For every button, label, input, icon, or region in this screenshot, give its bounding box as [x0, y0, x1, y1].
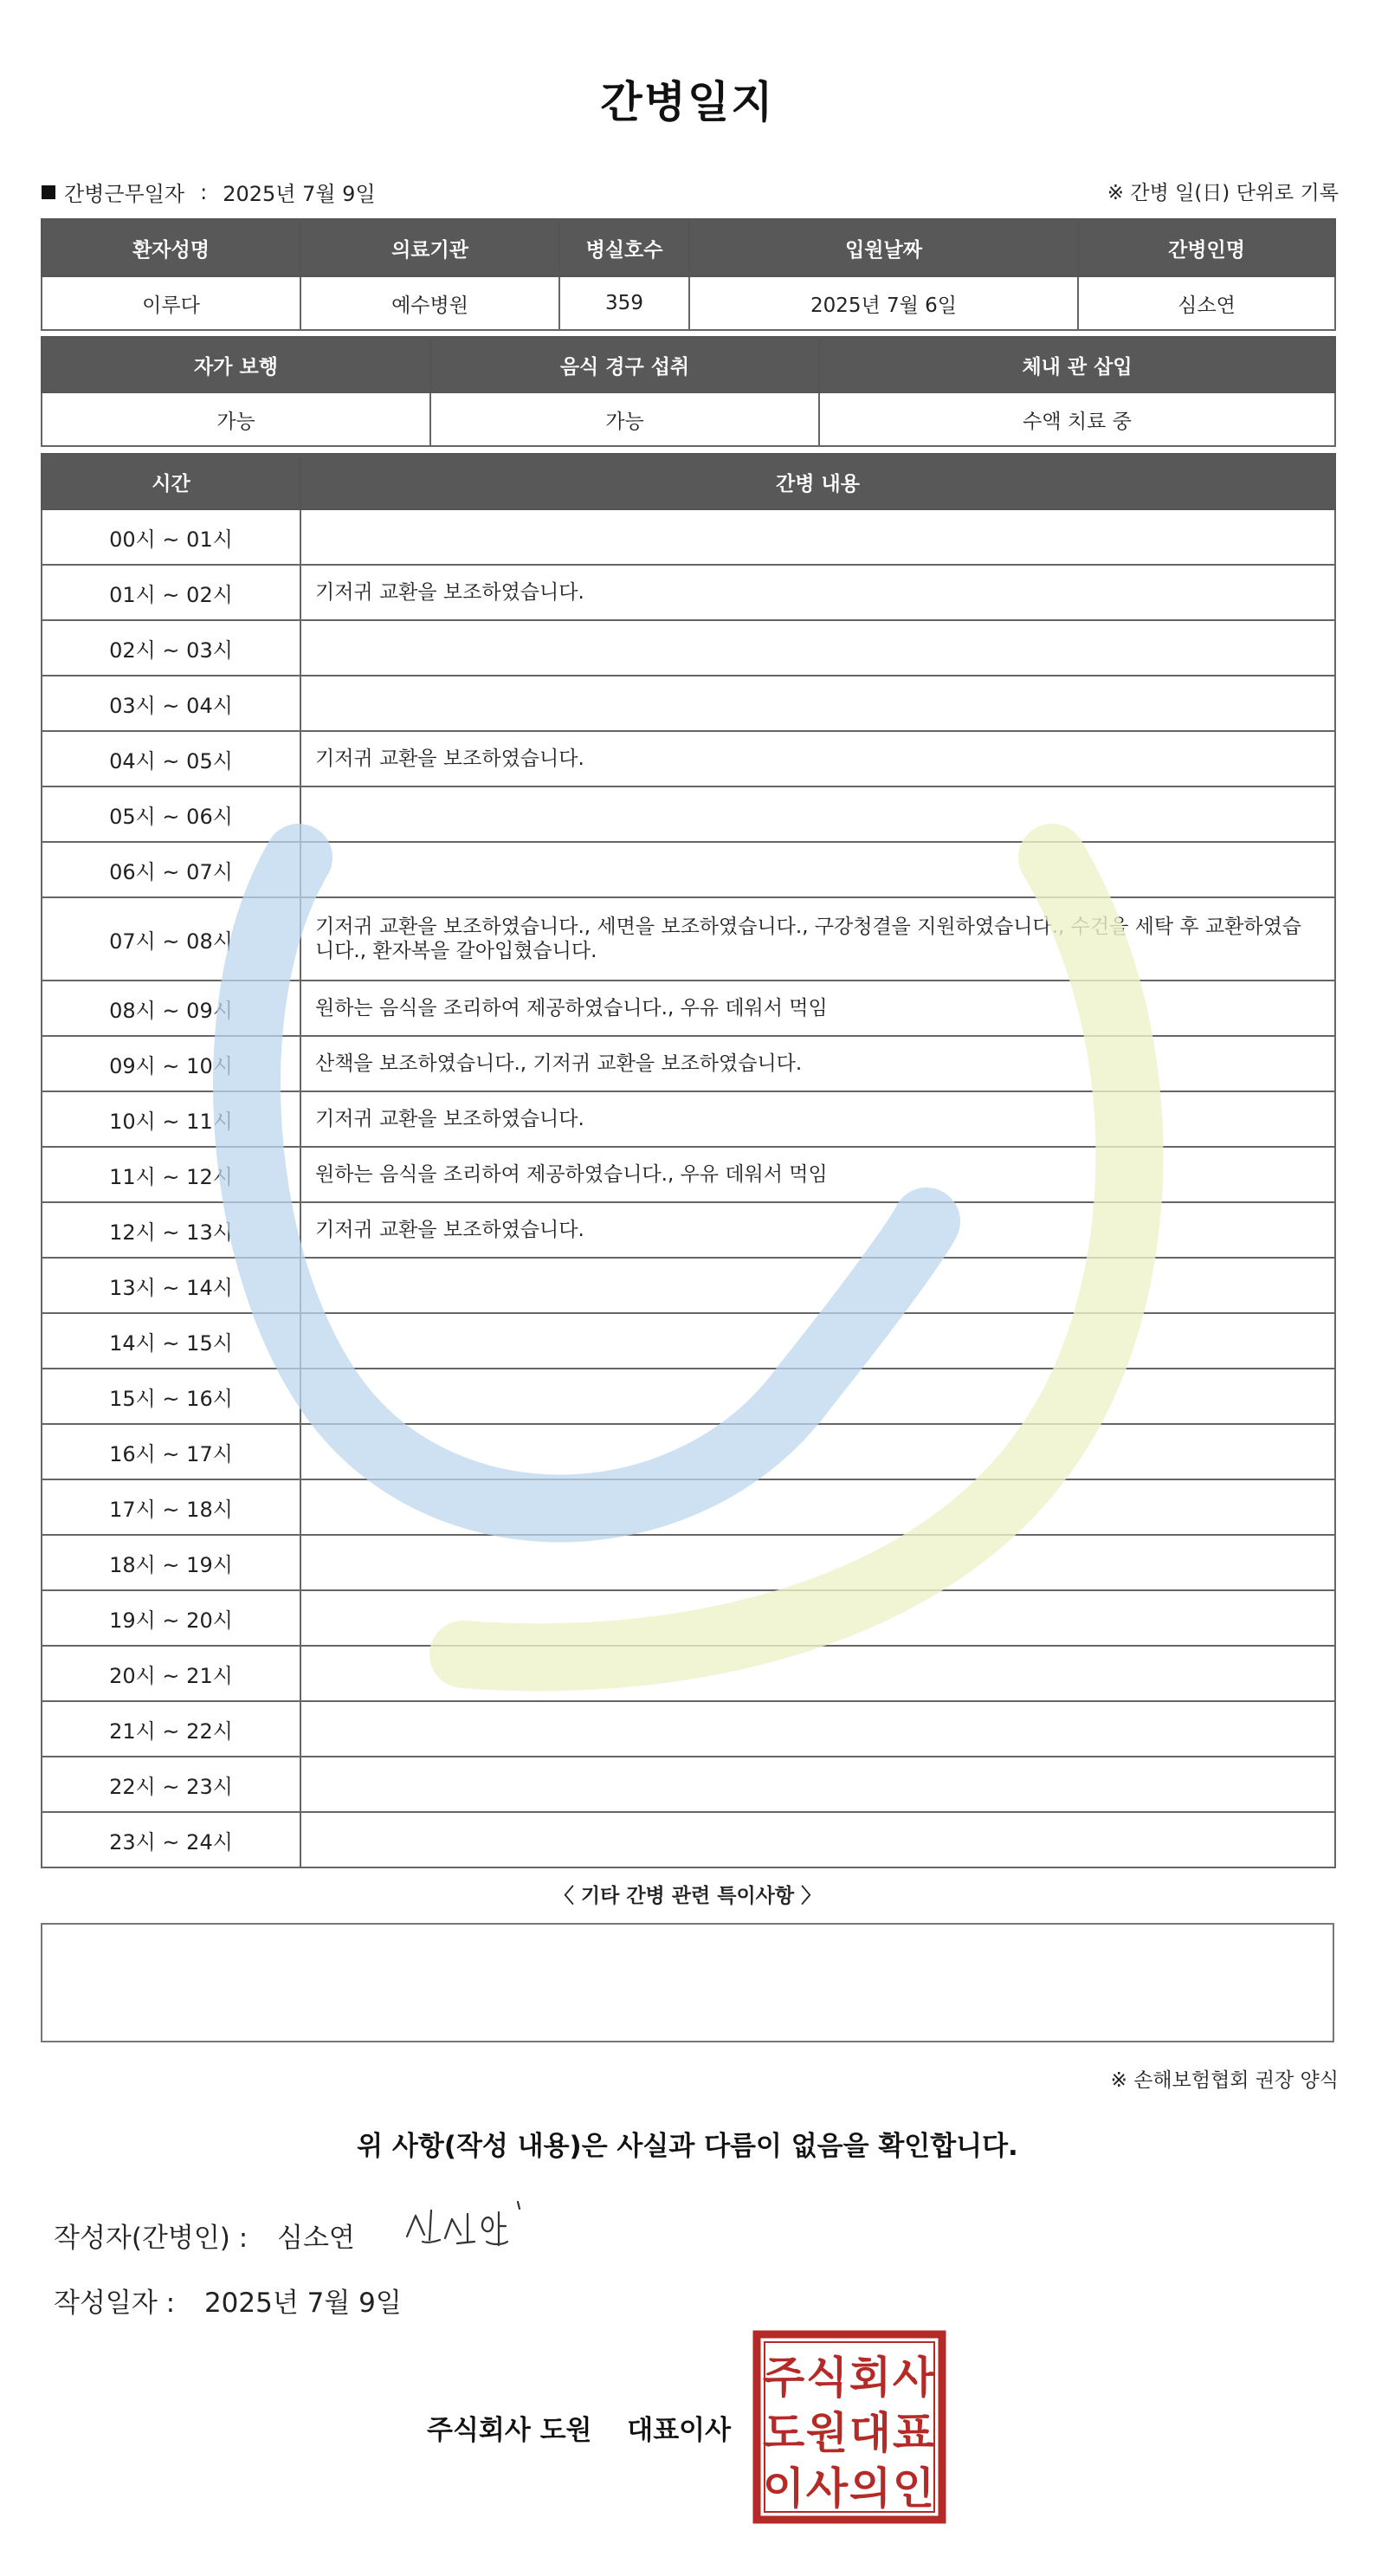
work-date-separator: : [200, 179, 208, 204]
log-time: 07시 ~ 08시 [42, 897, 300, 981]
table-row [42, 1812, 1335, 1867]
room-number: 359 [559, 276, 689, 330]
log-time: 00시 ~ 01시 [42, 509, 300, 565]
table-row [42, 1091, 1335, 1147]
stamp-character: 원 [805, 2408, 849, 2458]
patient-status-value-row [42, 392, 1335, 446]
log-time: 22시 ~ 23시 [42, 1757, 300, 1812]
unit-note: ※ 간병 일(日) 단위로 기록 [1107, 182, 1339, 204]
table-row [42, 1313, 1335, 1369]
log-content [300, 1313, 1335, 1369]
log-content [300, 1258, 1335, 1313]
log-content: 기저귀 교환을 보조하였습니다., 세면을 보조하였습니다., 구강청결을 지원하였습니다., 수건을 세탁 후 교환하였습니다., 환자복을 갈아입혔습니다. [300, 897, 1335, 981]
table-row [42, 1424, 1335, 1479]
log-time: 16시 ~ 17시 [42, 1424, 300, 1479]
log-time: 15시 ~ 16시 [42, 1369, 300, 1424]
header-oral-intake: 음식 경구 섭취 [430, 337, 819, 392]
log-time: 12시 ~ 13시 [42, 1202, 300, 1258]
handwritten-signature [398, 2191, 545, 2261]
log-header-row [42, 454, 1335, 509]
table-row [42, 842, 1335, 897]
table-row [42, 1590, 1335, 1646]
patient-name: 이루다 [42, 276, 300, 330]
log-time: 20시 ~ 21시 [42, 1646, 300, 1701]
form-source-note: ※ 손해보험협회 권장 양식 [1110, 2069, 1339, 2092]
self-walking: 가능 [42, 392, 430, 446]
table-row [42, 1535, 1335, 1590]
table-row [42, 1258, 1335, 1313]
stamp-character: 식 [805, 2353, 849, 2403]
header-self-walking: 자가 보행 [42, 337, 430, 392]
log-time: 08시 ~ 09시 [42, 981, 300, 1036]
log-content: 기저귀 교환을 보조하였습니다. [300, 1202, 1335, 1258]
log-content [300, 1479, 1335, 1535]
company-seal-stamp [752, 2330, 946, 2524]
header-room-number: 병실호수 [559, 219, 689, 276]
log-time: 04시 ~ 05시 [42, 731, 300, 786]
log-time: 11시 ~ 12시 [42, 1147, 300, 1202]
work-date-value: 2025년 7월 9일 [223, 182, 376, 206]
hospital: 예수병원 [300, 276, 559, 330]
special-notes-title: 〈 기타 간병 관련 특이사항 〉 [553, 1885, 822, 1907]
company-line [427, 2408, 731, 2447]
table-row [42, 1202, 1335, 1258]
log-time: 05시 ~ 06시 [42, 786, 300, 842]
tube-insertion: 수액 치료 중 [819, 392, 1335, 446]
stamp-character: 도 [762, 2408, 805, 2458]
stamp-character: 사 [892, 2353, 935, 2403]
log-time: 21시 ~ 22시 [42, 1701, 300, 1757]
patient-info-table [41, 218, 1336, 331]
table-row [42, 786, 1335, 842]
oral-intake: 가능 [430, 392, 819, 446]
table-row [42, 509, 1335, 565]
table-row [42, 1646, 1335, 1701]
table-row [42, 1147, 1335, 1202]
log-content [300, 676, 1335, 731]
log-time: 17시 ~ 18시 [42, 1479, 300, 1535]
patient-info-header-row [42, 219, 1335, 276]
header-patient-name: 환자성명 [42, 219, 300, 276]
log-time: 03시 ~ 04시 [42, 676, 300, 731]
writer-line [54, 2216, 355, 2255]
log-time: 06시 ~ 07시 [42, 842, 300, 897]
log-time: 18시 ~ 19시 [42, 1535, 300, 1590]
confirmation-statement: 위 사항(작성 내용)은 사실과 다름이 없음을 확인합니다. [357, 2131, 1018, 2162]
log-content: 산책을 보조하였습니다., 기저귀 교환을 보조하였습니다. [300, 1036, 1335, 1091]
table-row [42, 620, 1335, 676]
log-content: 기저귀 교환을 보조하였습니다. [300, 565, 1335, 620]
log-content: 기저귀 교환을 보조하였습니다. [300, 1091, 1335, 1147]
page-title: 간병일지 [600, 77, 775, 127]
write-date-value: 2025년 7월 9일 [203, 2288, 402, 2319]
log-time: 13시 ~ 14시 [42, 1258, 300, 1313]
company-role: 대표이사 [627, 2415, 732, 2446]
header-time: 시간 [42, 454, 300, 509]
table-row [42, 1369, 1335, 1424]
stamp-character: 표 [892, 2408, 935, 2458]
patient-info-value-row [42, 276, 1335, 330]
log-content [300, 1812, 1335, 1867]
table-row [42, 1479, 1335, 1535]
table-row [42, 676, 1335, 731]
header-tube-insertion: 체내 관 삽입 [819, 337, 1335, 392]
log-content: 원하는 음식을 조리하여 제공하였습니다., 우유 데워서 먹임 [300, 1147, 1335, 1202]
header-caregiver-name: 간병인명 [1078, 219, 1335, 276]
table-row [42, 1757, 1335, 1812]
log-content [300, 842, 1335, 897]
log-time: 09시 ~ 10시 [42, 1036, 300, 1091]
log-content [300, 1535, 1335, 1590]
log-body [42, 509, 1335, 1867]
company-name: 주식회사 도원 [427, 2415, 592, 2446]
log-time: 19시 ~ 20시 [42, 1590, 300, 1646]
log-content [300, 620, 1335, 676]
work-date-label: 간병근무일자 [64, 182, 185, 206]
log-time: 10시 ~ 11시 [42, 1091, 300, 1147]
special-notes-box [41, 1923, 1334, 2042]
log-content [300, 786, 1335, 842]
log-content [300, 1701, 1335, 1757]
log-time: 14시 ~ 15시 [42, 1313, 300, 1369]
table-row [42, 731, 1335, 786]
square-bullet-icon [42, 185, 55, 199]
stamp-character: 주 [762, 2353, 805, 2403]
caregiver-name: 심소연 [1078, 276, 1335, 330]
write-date-label: 작성일자 : [54, 2288, 176, 2319]
header-care-content: 간병 내용 [300, 454, 1335, 509]
stamp-character: 사 [805, 2463, 849, 2514]
log-content [300, 1424, 1335, 1479]
log-time: 01시 ~ 02시 [42, 565, 300, 620]
table-row [42, 897, 1335, 981]
log-time: 02시 ~ 03시 [42, 620, 300, 676]
work-date-line [42, 177, 376, 207]
header-admission-date: 입원날짜 [689, 219, 1078, 276]
stamp-character: 회 [849, 2353, 892, 2403]
log-content [300, 1590, 1335, 1646]
hourly-care-log-table [41, 453, 1336, 1868]
log-time: 23시 ~ 24시 [42, 1812, 300, 1867]
table-row [42, 981, 1335, 1036]
table-row [42, 1036, 1335, 1091]
log-content: 기저귀 교환을 보조하였습니다. [300, 731, 1335, 786]
stamp-character: 인 [892, 2463, 935, 2514]
patient-status-table [41, 336, 1336, 447]
stamp-character: 대 [849, 2408, 892, 2458]
log-content [300, 1646, 1335, 1701]
log-content [300, 509, 1335, 565]
stamp-character: 의 [849, 2463, 892, 2514]
writer-name: 심소연 [277, 2223, 355, 2254]
table-row [42, 565, 1335, 620]
log-content [300, 1369, 1335, 1424]
admission-date: 2025년 7월 6일 [689, 276, 1078, 330]
log-content [300, 1757, 1335, 1812]
write-date-line [54, 2281, 402, 2320]
log-content: 원하는 음식을 조리하여 제공하였습니다., 우유 데워서 먹임 [300, 981, 1335, 1036]
stamp-character: 이 [762, 2463, 805, 2514]
writer-label: 작성자(간병인) : [54, 2223, 249, 2254]
table-row [42, 1701, 1335, 1757]
header-hospital: 의료기관 [300, 219, 559, 276]
patient-status-header-row [42, 337, 1335, 392]
